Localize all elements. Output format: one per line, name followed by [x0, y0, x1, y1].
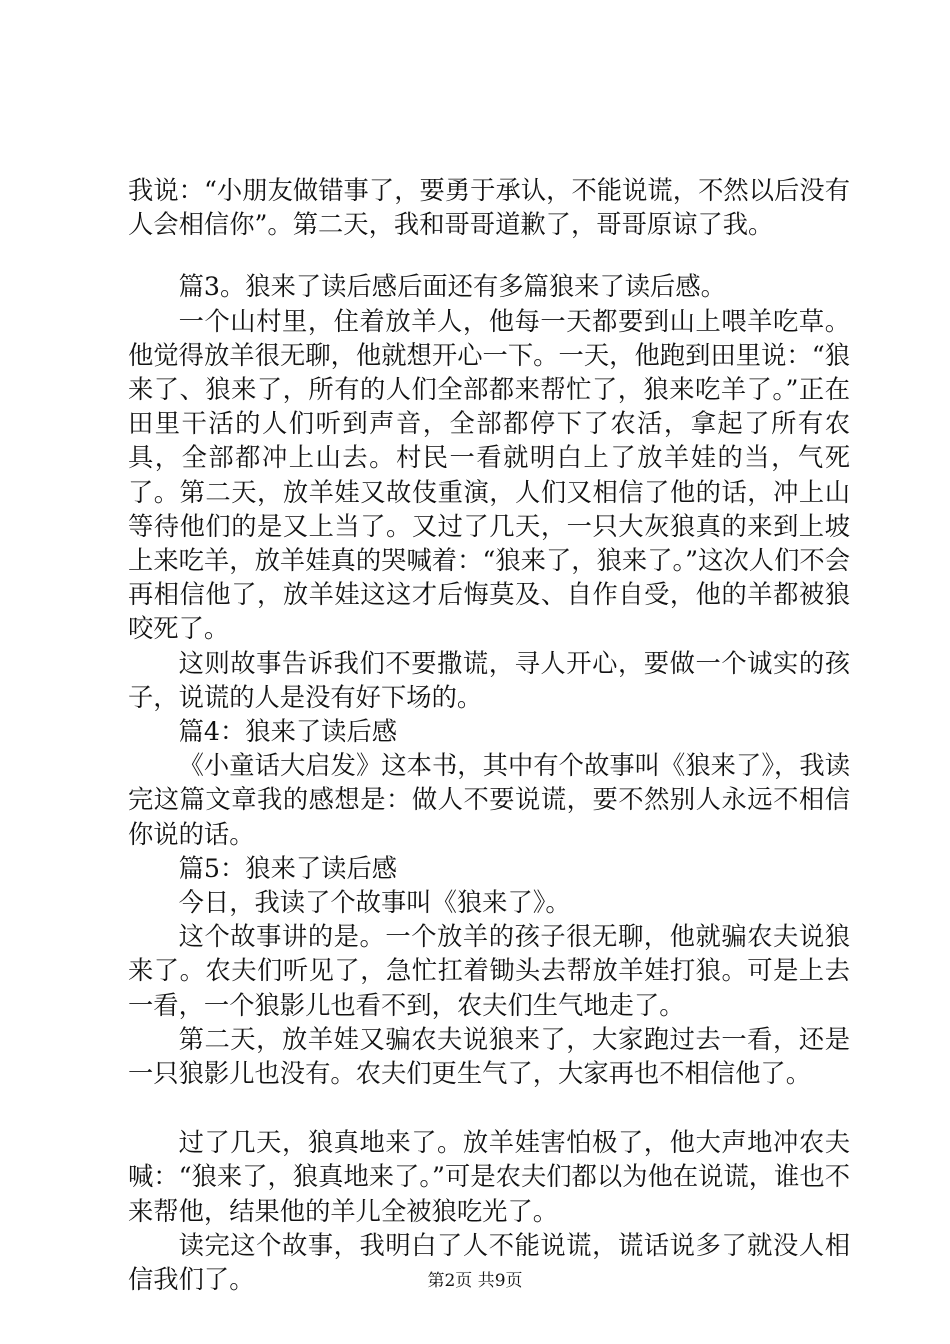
paragraph-7: 这个故事讲的是。一个放羊的孩子很无聊，他就骗农夫说狼来了。农夫们听见了，急忙扛着锄头去帮放羊娃打狼。可是上去一看，一个狼影儿也看不到，农夫们生气地走了。 [128, 922, 850, 1020]
page-number-footer: 第2页 共9页 [427, 1271, 523, 1291]
paragraph-1: 我说：“小朋友做错事了，要勇于承认，不能说谎，不然以后没有人会相信你”。第二天，我和哥哥道歉了，哥哥原谅了我。 [128, 176, 850, 240]
section-heading-4: 篇4：狼来了读后感 [178, 717, 398, 747]
paragraph-10: 读完这个故事，我明白了人不能说谎，谎话说多了就没人相信我们了。 [128, 1230, 850, 1295]
section-heading-5: 篇5：狼来了读后感 [178, 853, 398, 883]
paragraph-4: 这则故事告诉我们不要撒谎，寻人开心，要做一个诚实的孩子，说谎的人是没有好下场的。 [128, 648, 850, 712]
paragraph-2: 篇3。狼来了读后感后面还有多篇狼来了读后感。 [178, 272, 726, 302]
paragraph-9: 过了几天，狼真地来了。放羊娃害怕极了，他大声地冲农夫喊：“狼来了，狼真地来了。”可是农夫们都以为他在说谎，谁也不来帮他，结果他的羊儿全被狼吃光了。 [128, 1128, 850, 1226]
document-body [128, 174, 850, 1297]
paragraph-8: 第二天，放羊娃又骗农夫说狼来了，大家跑过去一看，还是一只狼影儿也没有。农夫们更生气了，大家再也不相信他了。 [128, 1024, 850, 1089]
paragraph-3: 一个山村里，住着放羊人，他每一天都要到山上喂羊吃草。他觉得放羊很无聊，他就想开心一下。一天，他跑到田里说：“狼来了、狼来了，所有的人们全部都来帮忙了，狼来吃羊了。”正在田里干活的人们听到声音，全部都停下了农活，拿起了所有农具，全部都冲上山去。村民一看就明白上了放羊娃的当，气死了。第二天，放羊娃又故伎重演，人们又相信了他的话，冲上山等待他们的是又上当了。又过了几天，一只大灰狼真的来到上坡上来吃羊，放羊娃真的哭喊着：“狼来了，狼来了。”这次人们不会再相信他了，放羊娃这这才后悔莫及、自作自受，他的羊都被狼咬死了。 [128, 306, 850, 644]
paragraph-6: 今日，我读了个故事叫《狼来了》。 [178, 888, 571, 918]
paragraph-5: 《小童话大启发》这本书，其中有个故事叫《狼来了》，我读完这篇文章我的感想是：做人不要说谎，要不然别人永远不相信你说的话。 [128, 751, 850, 849]
